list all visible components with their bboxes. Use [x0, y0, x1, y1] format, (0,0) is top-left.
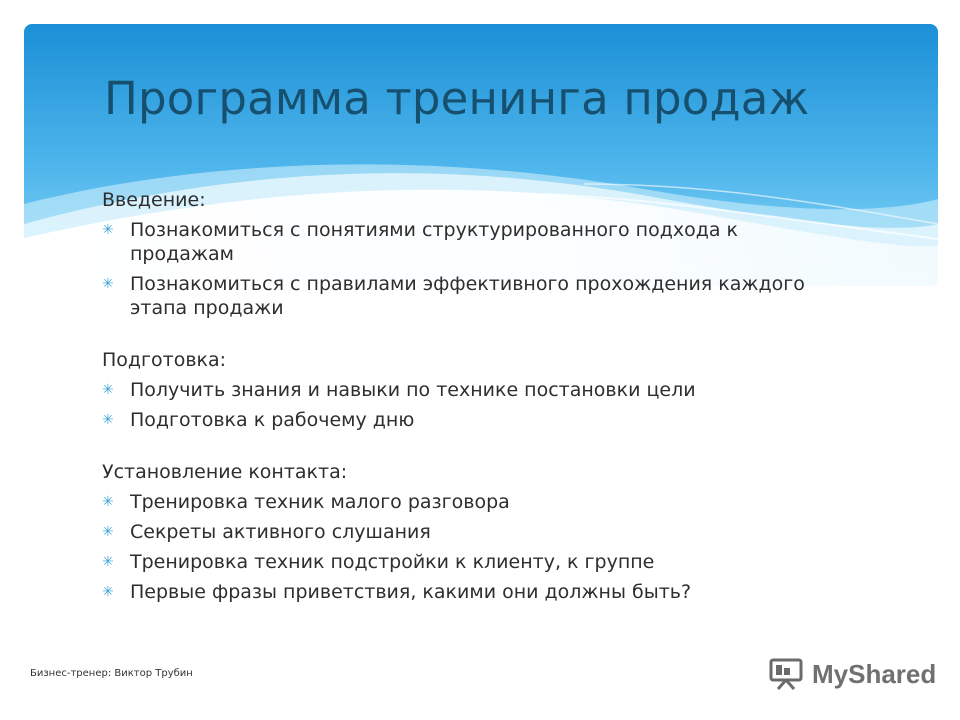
logo-text: MyShared [812, 658, 937, 689]
asterisk-bullet-icon: ✳ [102, 382, 114, 398]
bullet-text: Тренировка техник подстройки к клиенту, к группе [130, 551, 655, 573]
bullet-text: Подготовка к рабочему дню [130, 409, 415, 431]
footer-author: Бизнес-тренер: Виктор Трубин [30, 668, 193, 679]
list-item [102, 550, 842, 574]
section-heading: Установление контакта: [102, 461, 348, 483]
asterisk-bullet-icon: ✳ [102, 222, 114, 238]
list-item [102, 520, 842, 544]
asterisk-bullet-icon: ✳ [102, 412, 114, 428]
section-heading: Введение: [102, 189, 206, 211]
section-intro [102, 188, 842, 320]
bullet-text: Познакомиться с правилами эффективного прохождения каждого этапа продажи [130, 273, 805, 319]
asterisk-bullet-icon: ✳ [102, 494, 114, 510]
myshared-logo[interactable] [768, 656, 936, 692]
list-item [102, 580, 842, 604]
section-preparation [102, 348, 842, 432]
list-item [102, 272, 842, 320]
section-contact [102, 460, 842, 604]
bullet-text: Познакомиться с понятиями структурированного подхода к продажам [130, 219, 738, 265]
slide-title: Программа тренинга продаж [104, 72, 810, 125]
asterisk-bullet-icon: ✳ [102, 524, 114, 540]
section-heading: Подготовка: [102, 349, 227, 371]
list-item [102, 408, 842, 432]
slide-content [102, 188, 842, 632]
presentation-icon [768, 657, 804, 691]
asterisk-bullet-icon: ✳ [102, 276, 114, 292]
asterisk-bullet-icon: ✳ [102, 584, 114, 600]
bullet-text: Получить знания и навыки по технике постановки цели [130, 379, 696, 401]
list-item [102, 218, 842, 266]
list-item [102, 490, 842, 514]
bullet-text: Тренировка техник малого разговора [130, 491, 510, 513]
bullet-text: Первые фразы приветствия, какими они должны быть? [130, 581, 692, 603]
asterisk-bullet-icon: ✳ [102, 554, 114, 570]
bullet-text: Секреты активного слушания [130, 521, 431, 543]
list-item [102, 378, 842, 402]
